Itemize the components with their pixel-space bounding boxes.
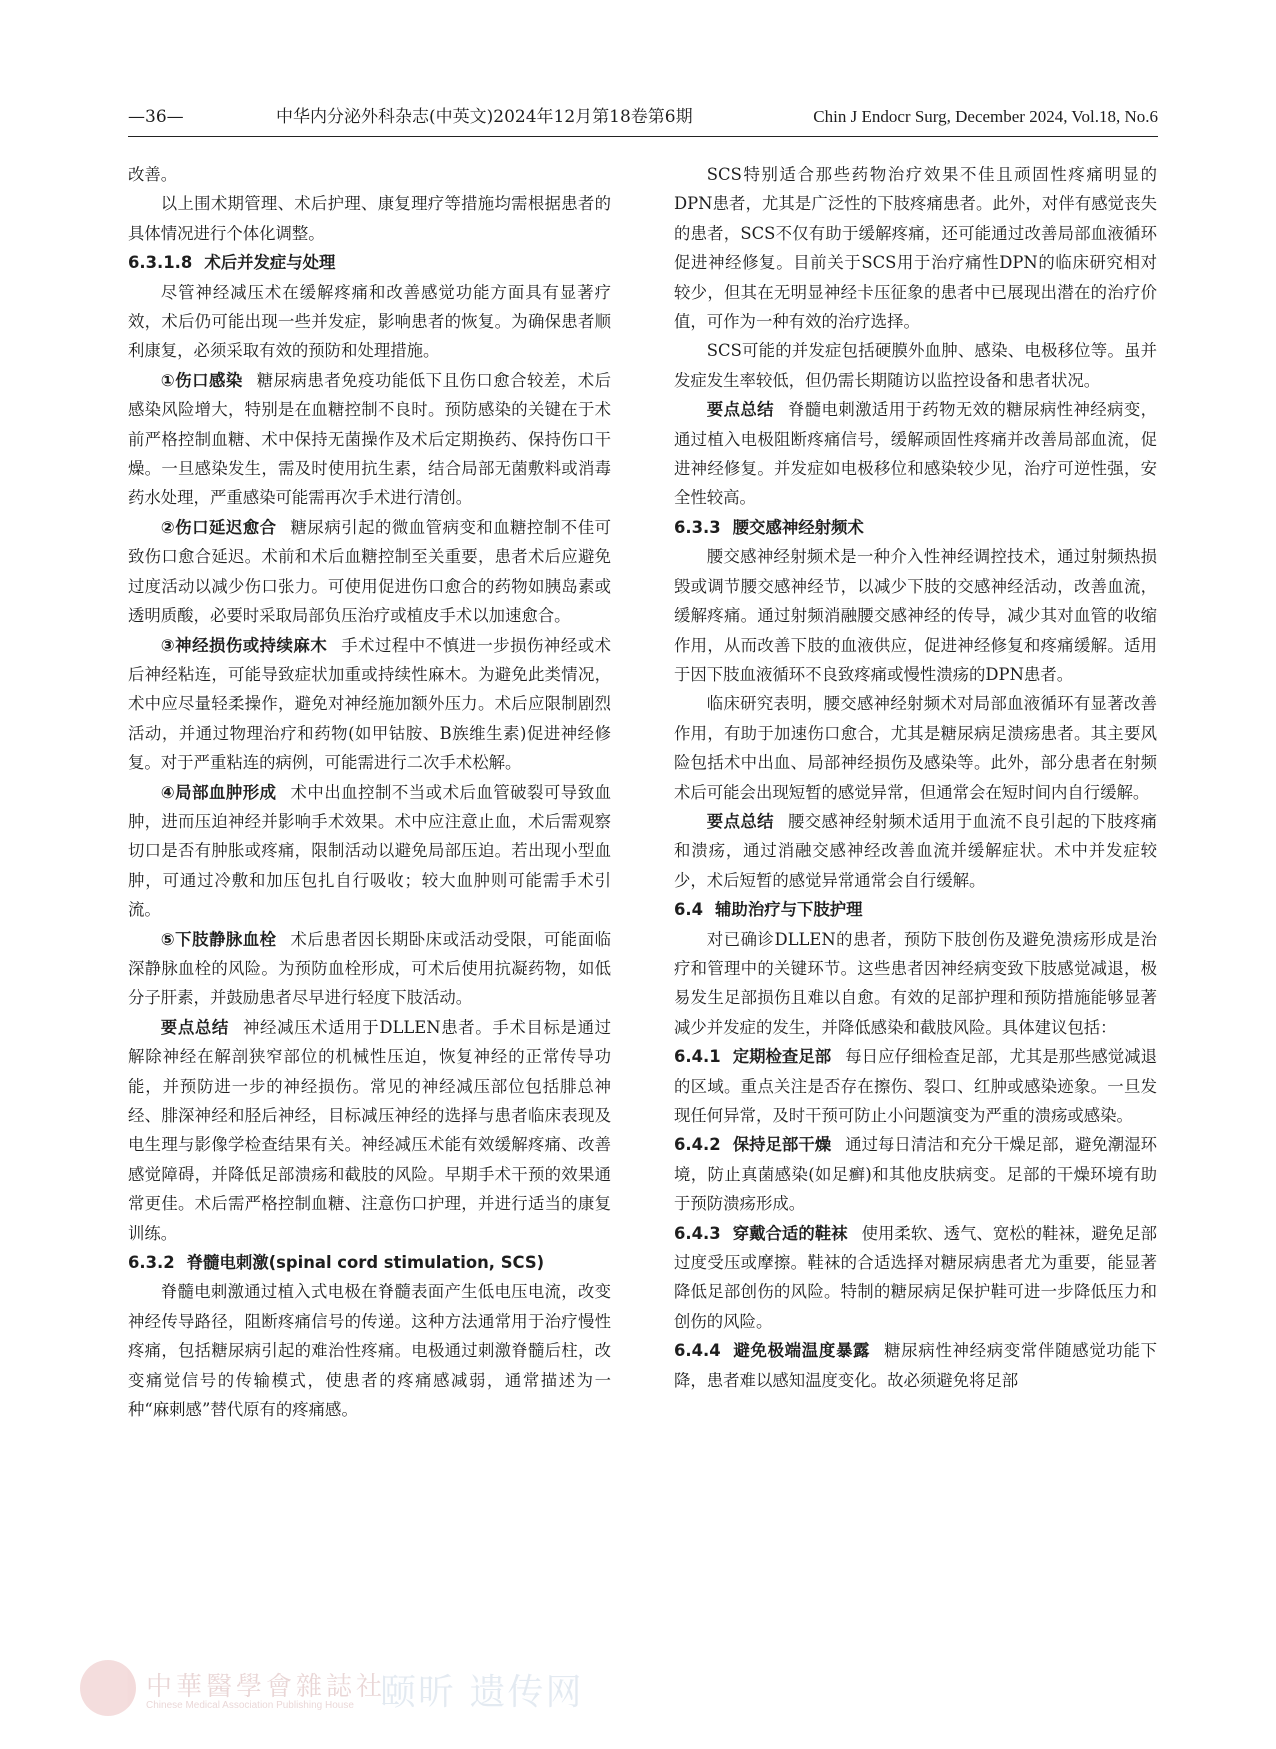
subsection-title: 保持足部干燥 bbox=[732, 1135, 832, 1155]
running-header bbox=[128, 102, 1158, 132]
section-title: 脊髓电刺激(spinal cord stimulation, SCS) bbox=[186, 1253, 545, 1273]
subsection-text: 通过每日清洁和充分干燥足部，避免潮湿环境，防止真菌感染(如足癣)和其他皮肤病变。足部的干燥环境有助于预防溃疡形成。 bbox=[674, 1135, 1158, 1214]
complication-text: 糖尿病引起的微血管病变和血糖控制不佳可致伤口愈合延迟。术前和术后血糖控制至关重要，患者术后应避免过度活动以减少伤口张力。可使用促进伤口愈合的药物如胰岛素或透明质酸，必要时采取局部负压治疗或植皮手术以加速愈合。 bbox=[128, 517, 611, 626]
publisher-watermark bbox=[80, 1660, 584, 1730]
section-number: 6.3.1.8 bbox=[128, 253, 193, 273]
paragraph: 以上围术期管理、术后护理、康复理疗等措施均需根据患者的具体情况进行个体化调整。 bbox=[128, 194, 611, 243]
subsection-paragraph bbox=[674, 1219, 1157, 1337]
header-rule bbox=[128, 136, 1158, 137]
complication-text: 手术过程中不慎进一步损伤神经或术后神经粘连，可能导致症状加重或持续性麻木。为避免此类情况，术中应尽量轻柔操作，避免对神经施加额外压力。术后应限制剧烈活动，并通过物理治疗和药物(如甲钴胺、B族维生素)促进神经修复。对于严重粘连的病例，可能需进行二次手术松解。 bbox=[128, 635, 611, 773]
paragraph: SCS特别适合那些药物治疗效果不佳且顽固性疼痛明显的DPN患者，尤其是广泛性的下肢疼痛患者。此外，对伴有感觉丧失的患者，SCS不仅有助于缓解疼痛，还可能通过改善局部血液循环促进神经修复。目前关于SCS用于治疗痛性DPN的临床研究相对较少，但其在无明显神经卡压征象的患者中已展现出潜在的治疗价值，可作为一种有效的治疗选择。 bbox=[674, 165, 1157, 332]
watermark-name-en: Chinese Medical Association Publishing House bbox=[146, 1700, 354, 1711]
summary-paragraph bbox=[674, 807, 1157, 895]
journal-title-en: Chin J Endocr Surg, December 2024, Vol.18, No.6 bbox=[813, 107, 1158, 126]
summary-paragraph bbox=[128, 1013, 611, 1248]
complication-title: ①伤口感染 bbox=[160, 370, 243, 390]
complication-paragraph bbox=[128, 778, 611, 925]
subsection-paragraph bbox=[674, 1130, 1157, 1218]
subsection-number: 6.4.3 bbox=[674, 1223, 721, 1243]
section-heading bbox=[128, 248, 611, 277]
complication-paragraph bbox=[128, 631, 611, 778]
section-heading bbox=[128, 1248, 611, 1277]
watermark-brand: 颐昕 遗传网 bbox=[380, 1672, 584, 1713]
paragraph: 脊髓电刺激通过植入式电极在脊髓表面产生低电压电流，改变神经传导路径，阻断疼痛信号的传递。这种方法通常用于治疗慢性疼痛，包括糖尿病引起的难治性疼痛。电极通过刺激脊髓后柱，改变痛觉信号的传输模式，使患者的疼痛感减弱，通常描述为一种“麻刺感”替代原有的疼痛感。 bbox=[128, 1282, 611, 1420]
summary-paragraph bbox=[674, 395, 1157, 513]
subsection-text: 使用柔软、透气、宽松的鞋袜，避免足部过度受压或摩擦。鞋袜的合适选择对糖尿病患者尤为重要，能显著降低足部创伤的风险。特制的糖尿病足保护鞋可进一步降低压力和创伤的风险。 bbox=[674, 1223, 1158, 1331]
section-heading bbox=[674, 513, 1157, 542]
subsection-number: 6.4.4 bbox=[674, 1341, 721, 1361]
summary-text: 神经减压术适用于DLLEN患者。手术目标是通过解除神经在解剖狭窄部位的机械性压迫，恢复神经的正常传导功能，并预防进一步的神经损伤。常见的神经减压部位包括腓总神经、腓深神经和胫后神经，目标减压神经的选择与患者临床表现及电生理与影像学检查结果有关。神经减压术能有效缓解疼痛、改善感觉障碍，并降低足部溃疡和截肢的风险。早期手术干预的效果通常更佳。术后需严格控制血糖、注意伤口护理，并进行适当的康复训练。 bbox=[128, 1017, 612, 1243]
subsection-text: 糖尿病性神经病变常伴随感觉功能下降，患者难以感知温度变化。故必须避免将足部 bbox=[674, 1341, 1158, 1390]
complication-title: ③神经损伤或持续麻木 bbox=[160, 635, 328, 655]
subsection-title: 定期检查足部 bbox=[732, 1047, 832, 1067]
seal-icon bbox=[80, 1660, 136, 1716]
paragraph: 改善。 bbox=[128, 165, 178, 184]
section-number: 6.4 bbox=[674, 900, 704, 920]
paragraph: SCS可能的并发症包括硬膜外血肿、感染、电极移位等。虽并发症发生率较低，但仍需长期随访以监控设备和患者状况。 bbox=[674, 341, 1157, 390]
complication-title: ②伤口延迟愈合 bbox=[160, 517, 277, 537]
paragraph: 临床研究表明，腰交感神经射频术对局部血液循环有显著改善作用，有助于加速伤口愈合，尤其是糖尿病足溃疡患者。其主要风险包括术中出血、局部神经损伤及感染等。此外，部分患者在射频术后可能会出现短暂的感觉异常，但通常会在短时间内自行缓解。 bbox=[674, 694, 1157, 802]
paragraph: 尽管神经减压术在缓解疼痛和改善感觉功能方面具有显著疗效，术后仍可能出现一些并发症，影响患者的恢复。为确保患者顺利康复，必须采取有效的预防和处理措施。 bbox=[128, 282, 611, 361]
subsection-text: 每日应仔细检查足部，尤其是那些感觉减退的区域。重点关注是否存在擦伤、裂口、红肿或感染迹象。一旦发现任何异常，及时干预可防止小问题演变为严重的溃疡或感染。 bbox=[674, 1047, 1158, 1125]
section-title: 术后并发症与处理 bbox=[204, 253, 336, 273]
right-column bbox=[674, 160, 1157, 1395]
subsection-number: 6.4.2 bbox=[674, 1135, 721, 1155]
section-title: 腰交感神经射频术 bbox=[732, 517, 864, 537]
summary-text: 腰交感神经射频术适用于血流不良引起的下肢疼痛和溃疡，通过消融交感神经改善血流并缓解症状。术中并发症较少，术后短暂的感觉异常通常会自行缓解。 bbox=[674, 811, 1158, 890]
subsection-paragraph bbox=[674, 1042, 1157, 1130]
subsection-paragraph bbox=[674, 1336, 1157, 1395]
complication-paragraph bbox=[128, 925, 611, 1013]
complication-text: 糖尿病患者免疫功能低下且伤口愈合较差，术后感染风险增大，特别是在血糖控制不良时。预防感染的关键在于术前严格控制血糖、术中保持无菌操作及术后定期换药、保持伤口干燥。一旦感染发生，需及时使用抗生素，结合局部无菌敷料或消毒药水处理，严重感染可能需再次手术进行清创。 bbox=[128, 370, 611, 508]
subsection-title: 避免极端温度暴露 bbox=[732, 1341, 871, 1361]
subsection-title: 穿戴合适的鞋袜 bbox=[732, 1223, 848, 1243]
complication-title: ⑤下肢静脉血栓 bbox=[160, 929, 277, 949]
summary-label: 要点总结 bbox=[160, 1017, 229, 1037]
paragraph: 腰交感神经射频术是一种介入性神经调控技术，通过射频热损毁或调节腰交感神经节，以减少下肢的交感神经活动，改善血流，缓解疼痛。通过射频消融腰交感神经的传导，减少其对血管的收缩作用，从而改善下肢的血液供应，促进神经修复和疼痛缓解。适用于因下肢血液循环不良致疼痛或慢性溃疡的DPN患者。 bbox=[674, 547, 1157, 684]
journal-title-cn: 中华内分泌外科杂志(中英文)2024年12月第18卷第6期 bbox=[276, 107, 693, 127]
summary-label: 要点总结 bbox=[706, 811, 774, 831]
watermark-name-cn: 中華醫學會雜誌社 bbox=[146, 1672, 387, 1702]
complication-text: 术后患者因长期卧床或活动受限，可能面临深静脉血栓的风险。为预防血栓形成，可术后使用抗凝药物，如低分子肝素，并鼓励患者尽早进行轻度下肢活动。 bbox=[128, 929, 611, 1008]
paragraph: 对已确诊DLLEN的患者，预防下肢创伤及避免溃疡形成是治疗和管理中的关键环节。这些患者因神经病变致下肢感觉减退，极易发生足部损伤且难以自愈。有效的足部护理和预防措施能够显著减少并发症的发生，并降低感染和截肢风险。具体建议包括： bbox=[674, 929, 1157, 1037]
complication-paragraph bbox=[128, 366, 611, 513]
summary-text: 脊髓电刺激适用于药物无效的糖尿病性神经病变，通过植入电极阻断疼痛信号，缓解顽固性疼痛并改善局部血流，促进神经修复。并发症如电极移位和感染较少见，治疗可逆性强，安全性较高。 bbox=[674, 400, 1158, 508]
complication-text: 术中出血控制不当或术后血管破裂可导致血肿，进而压迫神经并影响手术效果。术中应注意止血，术后需观察切口是否有肿胀或疼痛，限制活动以避免局部压迫。若出现小型血肿，可通过冷敷和加压包扎自行吸收；较大血肿则可能需手术引流。 bbox=[128, 782, 611, 920]
section-heading bbox=[674, 895, 1157, 924]
complication-title: ④局部血肿形成 bbox=[160, 782, 277, 802]
section-number: 6.3.3 bbox=[674, 517, 721, 537]
complication-paragraph bbox=[128, 513, 611, 631]
section-number: 6.3.2 bbox=[128, 1253, 175, 1273]
subsection-number: 6.4.1 bbox=[674, 1047, 721, 1067]
page-number: —36— bbox=[128, 107, 184, 127]
summary-label: 要点总结 bbox=[706, 400, 774, 420]
section-title: 辅助治疗与下肢护理 bbox=[715, 900, 863, 920]
left-column bbox=[128, 160, 611, 1424]
